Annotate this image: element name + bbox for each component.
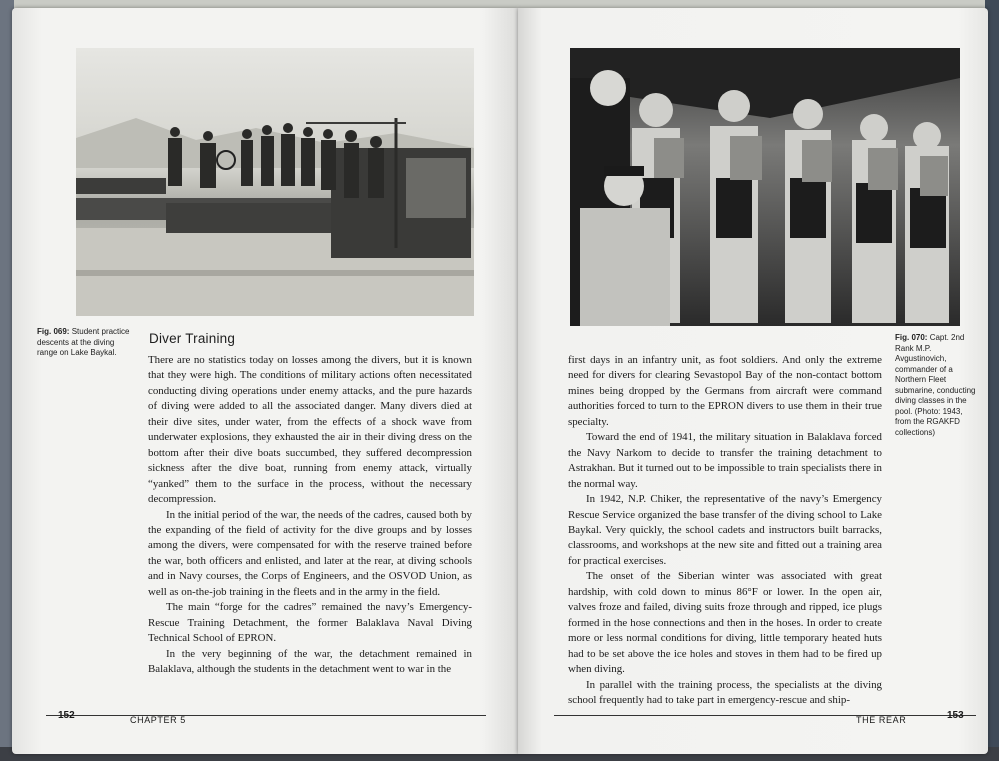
right-body-text [568, 353, 882, 708]
left-body-text [148, 353, 472, 678]
figure-069-caption [37, 327, 137, 359]
paragraph: In 1942, N.P. Chiker, the representative of the navy’s Emergency Rescue Service organized the base transfer of the diving school to Lake Baykal. Very quickly, the school cadets and instructors built barracks, classrooms, and workshops at the new site and fitted out a training area for practical exercises. [568, 493, 882, 567]
page-number: 152 [58, 710, 75, 721]
figure-070-caption-text: Capt. 2nd Rank M.P. Avgustinovich, commander of a Northern Fleet submarine, conducting diving classes in the pool. (Photo: 1943, from the RGAKFD collections) [895, 333, 976, 437]
running-head: THE REAR [856, 715, 907, 725]
figure-069-label: Fig. 069: [37, 327, 70, 336]
paragraph: Toward the end of 1941, the military situation in Balaklava forced the Navy Narkom to decide to transfer the training detachment to Astrakhan. But it turned out to be impossible to train specialists there in the normal way. [568, 431, 882, 490]
paragraph: In the very beginning of the war, the detachment remained in Balaklava, although the students in the detachment went to war in the [148, 647, 472, 676]
right-page [518, 8, 988, 754]
paragraph: The main “forge for the cadres” remained the navy’s Emergency-Rescue Training Detachment, the former Balaklava Naval Diving Technical School of EPRON. [148, 601, 472, 645]
paragraph: In the initial period of the war, the needs of the cadres, caused both by the expanding of the field of activity for the dive groups and by losses among the divers, were compensated for with the reserve trained before the war, both officers and enlisted, and later at the rear, at diving schools and in Navy courses, the Corps of Engineers, and the OSVOD Union, as well as on-the-job training in the fleets and in the army in the field. [148, 508, 472, 598]
figure-069-caption-text: Student practice descents at the diving range on Lake Baykal. [37, 327, 130, 357]
paragraph: The onset of the Siberian winter was associated with great hardship, with cold down to minus 86°F or lower. In the open air, valves froze and failed, diving suits froze through and ripped, ice plugs formed in the hose connections and then in the hoses. In order to create more or less normal conditions for diving, little temporary heated huts had to be set above the ice holes and stoves in them had to be fired up when diving. [568, 570, 882, 676]
figure-070-photo [570, 48, 960, 326]
page-number: 153 [947, 710, 964, 721]
footer-rule [554, 715, 976, 716]
figure-070-caption [895, 333, 977, 438]
left-page [12, 8, 518, 754]
running-head: CHAPTER 5 [130, 715, 186, 725]
figure-070-label: Fig. 070: [895, 333, 928, 342]
paragraph: first days in an infantry unit, as foot soldiers. And only the extreme need for divers for clearing Sevastopol Bay of the non-contact bottom mines being dropped by the Germans from aircraft were command authorities forced to turn to the EPRON divers to use them in their true specialty. [568, 354, 882, 428]
section-heading: Diver Training [149, 331, 236, 346]
figure-069-photo [76, 48, 474, 316]
paragraph: There are no statistics today on losses among the divers, but it is known that they were high. The conditions of military actions often necessitated conducting diving operations under enemy attacks, and the pure hazards of diving were added to all the associated danger. Many divers died at their dive sites, under water, from the effects of a shock wave from underwater explosions, they exhausted the air in their diving dress on the bottom after their dive boats succumbed, they suffered decompression sickness after the dive boat, running from enemy attack, virtually “yanked” them to the surface in the process, without the necessary decompression. [148, 354, 472, 506]
footer-rule [46, 715, 486, 716]
paragraph: In parallel with the training process, the specialists at the diving school frequently had to take part in emergency-rescue and ship- [568, 678, 882, 706]
